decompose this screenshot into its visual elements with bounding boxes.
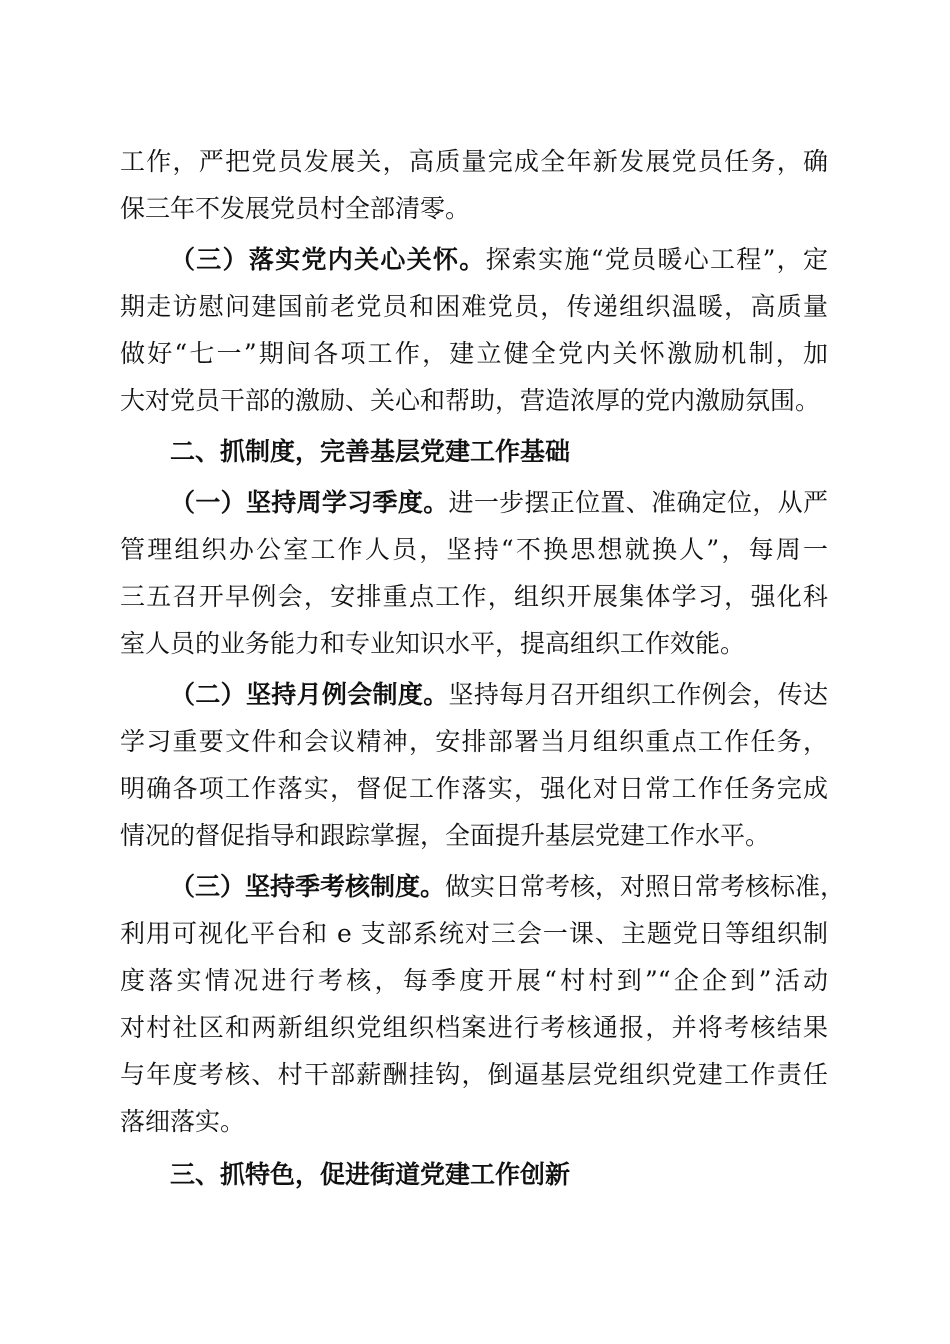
paragraph: [120, 138, 828, 232]
paragraph-first-line: [120, 236, 828, 283]
text-line: 期走访慰问建国前老党员和困难党员，传递组织温暖，高质量: [120, 292, 828, 321]
paragraph-lead: （三）坚持季考核制度。: [170, 872, 446, 901]
heading-text: 三、抓特色，促进街道党建工作创新: [170, 1160, 571, 1189]
text-line: 利用可视化平台和 e 支部系统对三会一课、主题党日等组织制: [120, 919, 828, 948]
section-heading: [120, 428, 828, 475]
paragraph: [120, 479, 828, 667]
text-line: 室人员的业务能力和专业知识水平，提高组织工作效能。: [120, 629, 746, 658]
paragraph: [120, 863, 846, 1145]
heading-text: 二、抓制度，完善基层党建工作基础: [170, 437, 571, 466]
text-line: 对村社区和两新组织党组织档案进行考核通报，并将考核结果: [120, 1013, 828, 1042]
section-heading: [120, 1151, 828, 1198]
text-line: 大对党员干部的激励、关心和帮助，营造浓厚的党内激励氛围。: [120, 386, 821, 415]
paragraph-first-line: [120, 479, 828, 526]
text-line: 工作，严把党员发展关，高质量完成全年新发展党员任务，确: [120, 147, 828, 176]
text-run: 探索实施“党员暖心工程”，定: [485, 245, 828, 274]
paragraph-first-line: [120, 863, 846, 910]
text-line: 明确各项工作落实，督促工作落实，强化对日常工作任务完成: [120, 774, 828, 803]
text-line: 学习重要文件和会议精神，安排部署当月组织重点工作任务，: [120, 727, 828, 756]
text-run: 进一步摆正位置、准确定位，从严: [448, 488, 828, 517]
paragraph-first-line: [120, 671, 828, 718]
paragraph-lead: （二）坚持月例会制度。: [170, 680, 449, 709]
text-line: 情况的督促指导和跟踪掌握，全面提升基层党建工作水平。: [120, 821, 771, 850]
document-page: [120, 138, 846, 1198]
paragraph-lead: （一）坚持周学习季度。: [170, 488, 449, 517]
text-line: 度落实情况进行考核，每季度开展“村村到”“企企到”活动: [120, 966, 828, 995]
paragraph-lead: （三）落实党内关心关怀。: [170, 245, 486, 274]
text-line: 与年度考核、村干部薪酬挂钩，倒逼基层党组织党建工作责任: [120, 1060, 828, 1089]
text-line: 管理组织办公室工作人员，坚持“不换思想就换人”，每周一: [120, 535, 828, 564]
paragraph: [120, 236, 828, 424]
text-line: 落细落实。: [120, 1107, 246, 1136]
text-line: 保三年不发展党员村全部清零。: [120, 194, 471, 223]
text-run: 做实日常考核，对照日常考核标准，: [445, 872, 846, 901]
paragraph: [120, 671, 828, 859]
text-line: 三五召开早例会，安排重点工作，组织开展集体学习，强化科: [120, 582, 828, 611]
text-run: 坚持每月召开组织工作例会，传达: [448, 680, 828, 709]
text-line: 做好“七一”期间各项工作，建立健全党内关怀激励机制，加: [120, 339, 828, 368]
